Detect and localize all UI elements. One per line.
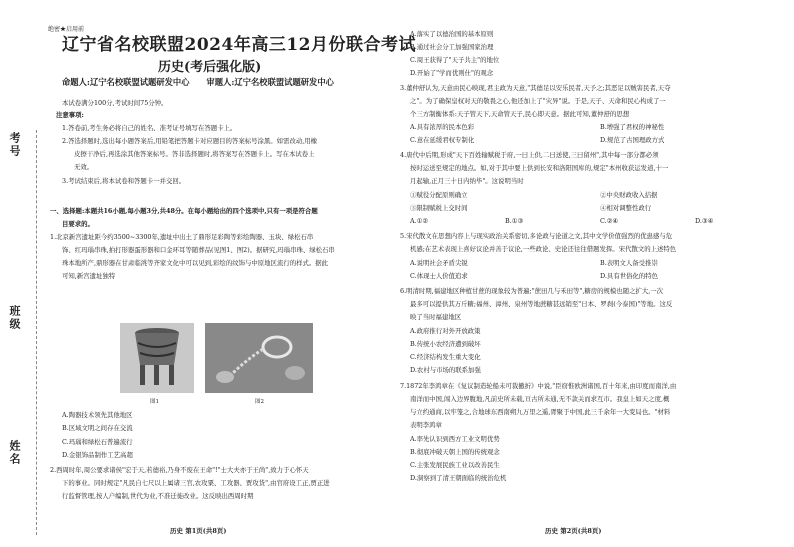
q5-option-a: A.说明社会矛盾尖锐 — [410, 259, 468, 267]
exam-authors — [62, 76, 348, 88]
q1-option-c: C.玛瑙和绿松石普遍流行 — [62, 438, 133, 446]
q4-item-3: ③限制赋税上交时间 — [410, 204, 468, 212]
q6-line3: 映了当时福建地区 — [410, 313, 462, 321]
q7-option-c: C.主张发展民族工业以改善民生 — [410, 461, 500, 469]
q4-line1: 4.唐代中后期,形成"天下百姓输赋税于府,一曰上供,二曰送使,三曰留州",其中每一部分都必须 — [400, 151, 659, 159]
q2-option-a: A.落实了以德治国的基本原则 — [410, 30, 494, 38]
notice-2a: 2.答选择题时,选出每小题答案后,用铅笔把答题卡对应题目的答案标号涂黑。如需改动,用橡 — [62, 137, 318, 145]
figure-1-caption: 图1 — [150, 399, 159, 405]
q5-option-b: B.表明文人备受推崇 — [600, 259, 658, 267]
q3-line3: 个三方制衡体系:天子管天下,天命管天子,民心即天意。据此可知,董仲舒的思想 — [410, 110, 630, 118]
page-footer-left: 历史 第1页(共8页) — [170, 527, 227, 535]
exam-subject: 历史(考后强化版) — [158, 60, 262, 75]
q6-option-d: D.农村与市场的联系加强 — [410, 366, 481, 374]
author-setter: 命题人:辽宁名校联盟试题研发中心 — [62, 77, 190, 87]
q2-line1: 2.西周时年,周公要求诸侯"宏于天,若德裕,乃身不废在王命"!"士大夫亦于王尚",致力于心怀天 — [50, 466, 309, 474]
q3-option-d: D.规范了古国理政方式 — [600, 136, 665, 144]
q4-option-a: A.①② — [410, 217, 429, 225]
q4-option-b: B.①③ — [505, 217, 524, 225]
notice-2c: 无效。 — [74, 163, 94, 171]
q4-option-c: C.②④ — [600, 217, 619, 225]
q2-option-b: B.通过社会分工加强国家治理 — [410, 43, 494, 51]
notice-2b: 皮擦干净后,再选涂其他答案标号。答非选择题时,将答案写在答题卡上。写在本试卷上 — [74, 150, 315, 158]
q7-option-b: B.彻底冲破天朝上国的传统观念 — [410, 448, 500, 456]
exam-title: 辽宁省名校联盟2024年高三12月份联合考试 — [62, 35, 416, 55]
q1-line4: 可知,新宫遗址独特 — [62, 272, 116, 280]
q4-item-1: ①赋役分配原则确立 — [410, 191, 468, 199]
q3-option-a: A.具有浓厚的民本色彩 — [410, 123, 475, 131]
secret-mark: 绝密★启用前 — [48, 26, 85, 33]
author-reviewer: 审题人:辽宁名校联盟试题研发中心 — [206, 77, 334, 87]
q5-line1: 5.宋代散文在思想内容上与现实政治关系密切,多论政与论道之文,其中文学价值强烈的优患感与危 — [400, 232, 673, 240]
q3-option-c: C.意在延缓君权专制化 — [410, 136, 475, 144]
q2-line2: 下的事业。同时规定"凡民自七尺以上属诸三官,农攻粟、工攻器、贾攻货",由官府设工正,贾正进 — [62, 479, 330, 487]
q7-line2: 南洋而中国,闯入边界腹地,凡前史所未载,亘古所未通,无不款关而求互市。我皇上如天之度,概 — [410, 395, 670, 403]
q7-option-a: A.率先认识到西方工业文明优势 — [410, 435, 500, 443]
q2-line3: 行监督管理,按人户编制,世代为业,不准迁徙改业。这反映出西周时期 — [62, 492, 254, 500]
q3-line1: 3.董仲舒认为,天意由民心映现,君主政为天意,"其德足以安乐民者,天予之;其恶足以贼害民者,天夺 — [400, 84, 671, 92]
q6-option-a: A.政府推行对外开放政策 — [410, 327, 481, 335]
q7-option-d: D.洞察到了清王朝面临的统治危机 — [410, 474, 507, 482]
q7-line3: 与立约通商,以牢笼之,合地球东西南朔九万里之遥,胥聚于中国,此三千余年一大变局也。"材料 — [410, 408, 671, 416]
q6-line1: 6.明清时期,福建地区种植甘蔗的现象较为普遍;"蔗田几与禾田等",糖房的规模也随之扩大,一次 — [400, 287, 664, 295]
burial-ornament-image — [205, 323, 313, 393]
q1-option-b: B.区域文明之间存在交流 — [62, 424, 133, 432]
notice-title: 注意事项: — [56, 111, 84, 119]
q4-line3: 月起输,正月三十日内纳毕"。这说明当时 — [410, 177, 524, 185]
q6-option-b: B.传统小农经济遭到破坏 — [410, 340, 481, 348]
section1-line1: 一、选择题:本题共16小题,每小题3分,共48分。在每小题给出的四个选项中,只有一项是符合题 — [50, 207, 318, 215]
q1-line3: 珠本地所产,鼎形器在甘肃临洮等齐家文化中可以见到,彩绘的纹饰与中原地区流行的样式。据此 — [62, 259, 329, 267]
q1-line2: 饰、红玛瑙串珠,拍打形器蛋形器和口金环耳等随葬品(见图1、图2)。据研究,玛瑙串珠、绿松石串 — [62, 246, 335, 254]
q2-option-d: D.开始了"学而优则仕"的观念 — [410, 69, 494, 77]
q4-item-4: ④相对调整性政行 — [600, 204, 652, 212]
q1-line1: 1.北京新宫遗址距今约3500~3300年,遗址中出土了鼎形足彩陶等彩绘陶器、玉块、绿松石串 — [50, 233, 314, 241]
q5-option-d: D.具有世俗化的特色 — [600, 272, 659, 280]
pottery-vessel-image — [120, 323, 194, 393]
q6-option-c: C.经济结构发生重大变化 — [410, 353, 481, 361]
q3-line2: 之"。为了确保皇权对天的敬畏之心,他还加上了"灾异"说。于是,天子、天命和民心构成了一 — [410, 97, 666, 105]
q4-line2: 按时运送至规定的地点。如,对于其中要上供到长安和洛阳国库的,规定"本州收获运发道,十一 — [410, 164, 669, 172]
margin-label-kaohao: 考号 — [8, 132, 21, 158]
q5-option-c: C.体现士人价值追求 — [410, 272, 468, 280]
notice-3: 3.考试结束后,将本试卷和答题卡一并交回。 — [62, 177, 186, 185]
margin-label-banji: 班级 — [8, 305, 21, 331]
figure-1-pottery — [120, 323, 194, 393]
q4-item-2: ②中央财政收入拮据 — [600, 191, 658, 199]
q4-option-d: D.③④ — [695, 217, 714, 225]
q2-option-c: C.周王获得了"天子共主"的地位 — [410, 56, 500, 64]
figure-2-ornaments — [205, 323, 313, 393]
margin-label-xingming: 姓名 — [8, 440, 21, 466]
notice-1: 1.答卷前,考生务必将自己的姓名、准考证号填写在答题卡上。 — [62, 124, 237, 132]
q6-line2: 最多可以提供其万斤糖;福州、漳州、泉州等地蔗糖甚远销至"日本、罗刹(今泰国)"等地。这反 — [410, 300, 673, 308]
q3-option-b: B.增强了君权的神秘性 — [600, 123, 665, 131]
q5-line2: 机感;在艺术表现上喜好议论并善于议论,一些政论、史论还往往借题发挥。宋代散文的上述特色 — [410, 245, 677, 253]
q7-line4: 表明李鸿章 — [410, 421, 442, 429]
q1-option-d: D.金银饰品制作工艺高超 — [62, 451, 133, 459]
section1-line2: 目要求的。 — [62, 220, 94, 228]
figure-2-caption: 图2 — [255, 399, 264, 405]
score-info: 本试卷满分100分,考试时间75分钟。 — [62, 99, 168, 107]
q7-line1: 7.1872年李鸿章在《复议制造轮船未可裁撤折》中说,"臣窃惟欧洲诸国,百十年来,由印度而南洋,由 — [400, 382, 677, 390]
binding-dashed-line — [36, 130, 37, 535]
q1-option-a: A.陶器技术领先其他地区 — [62, 411, 133, 419]
page-footer-right: 历史 第2页(共8页) — [545, 527, 602, 535]
